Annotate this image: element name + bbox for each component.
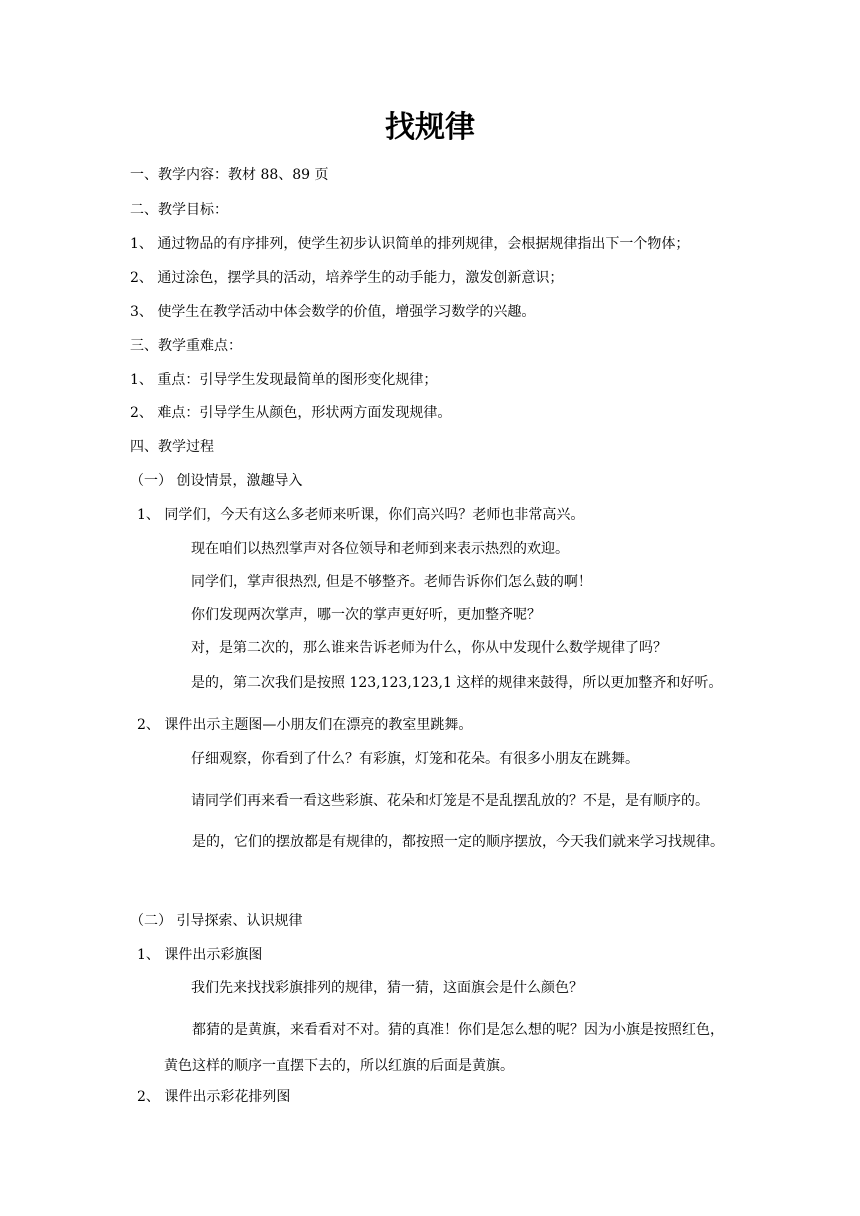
paragraph: 是的，它们的摆放都是有规律的，都按照一定的顺序摆放，今天我们就来学习找规律。: [192, 834, 724, 850]
paragraph: 请同学们再来看一看这些彩旗、花朵和灯笼是不是乱摆乱放的？不是，是有顺序的。: [191, 793, 709, 809]
section-content: 一、教学内容：教材 88、89 页: [130, 167, 329, 183]
goal-3: 3、 使学生在教学活动中体会数学的价值，增强学习数学的兴趣。: [130, 304, 536, 320]
keypoint-2: 2、 难点：引导学生从颜色，形状两方面发现规律。: [130, 405, 452, 421]
step-1: 1、 课件出示彩旗图: [137, 947, 263, 963]
keypoint-1: 1、 重点：引导学生发现最简单的图形变化规律；: [130, 372, 438, 388]
goal-1: 1、 通过物品的有序排列，使学生初步认识简单的排列规律，会根据规律指出下一个物体；: [130, 236, 690, 252]
step-2: 2、 课件出示彩花排列图: [137, 1089, 291, 1105]
goal-2: 2、 通过涂色，摆学具的活动，培养学生的动手能力，激发创新意识；: [130, 270, 564, 286]
section-keypoints-heading: 三、教学重难点：: [130, 338, 242, 354]
paragraph: 都猜的是黄旗，来看看对不对。猜的真准！你们是怎么想的呢？因为小旗是按照红色，黄色这样的顺序一直摆下去的，所以红旗的后面是黄旗。: [164, 1022, 724, 1074]
section-goals-heading: 二、教学目标：: [130, 202, 228, 218]
paragraph: 现在咱们以热烈掌声对各位领导和老师到来表示热烈的欢迎。: [191, 541, 569, 557]
subsection-1-heading: （一） 创设情景，激趣导入: [130, 473, 303, 489]
page-title: 找规律: [385, 110, 475, 145]
paragraph: 你们发现两次掌声，哪一次的掌声更好听，更加整齐呢？: [191, 607, 541, 623]
paragraph: 同学们，掌声很热烈, 但是不够整齐。老师告诉你们怎么鼓的啊！: [191, 574, 592, 590]
paragraph: 是的，第二次我们是按照 123,123,123,1 这样的规律来鼓得，所以更加整齐和好听。: [191, 675, 723, 691]
paragraph: 我们先来找找彩旗排列的规律，猜一猜，这面旗会是什么颜色？: [191, 980, 583, 996]
step-1: 1、 同学们，今天有这么多老师来听课，你们高兴吗？老师也非常高兴。: [137, 507, 585, 523]
step-2: 2、 课件出示主题图—小朋友们在漂亮的教室里跳舞。: [137, 717, 473, 733]
section-process-heading: 四、教学过程: [130, 439, 214, 455]
subsection-2-heading: （二） 引导探索、认识规律: [130, 913, 303, 929]
paragraph: 对，是第二次的，那么谁来告诉老师为什么，你从中发现什么数学规律了吗？: [191, 640, 667, 656]
paragraph: 仔细观察，你看到了什么？有彩旗，灯笼和花朵。有很多小朋友在跳舞。: [191, 751, 639, 767]
